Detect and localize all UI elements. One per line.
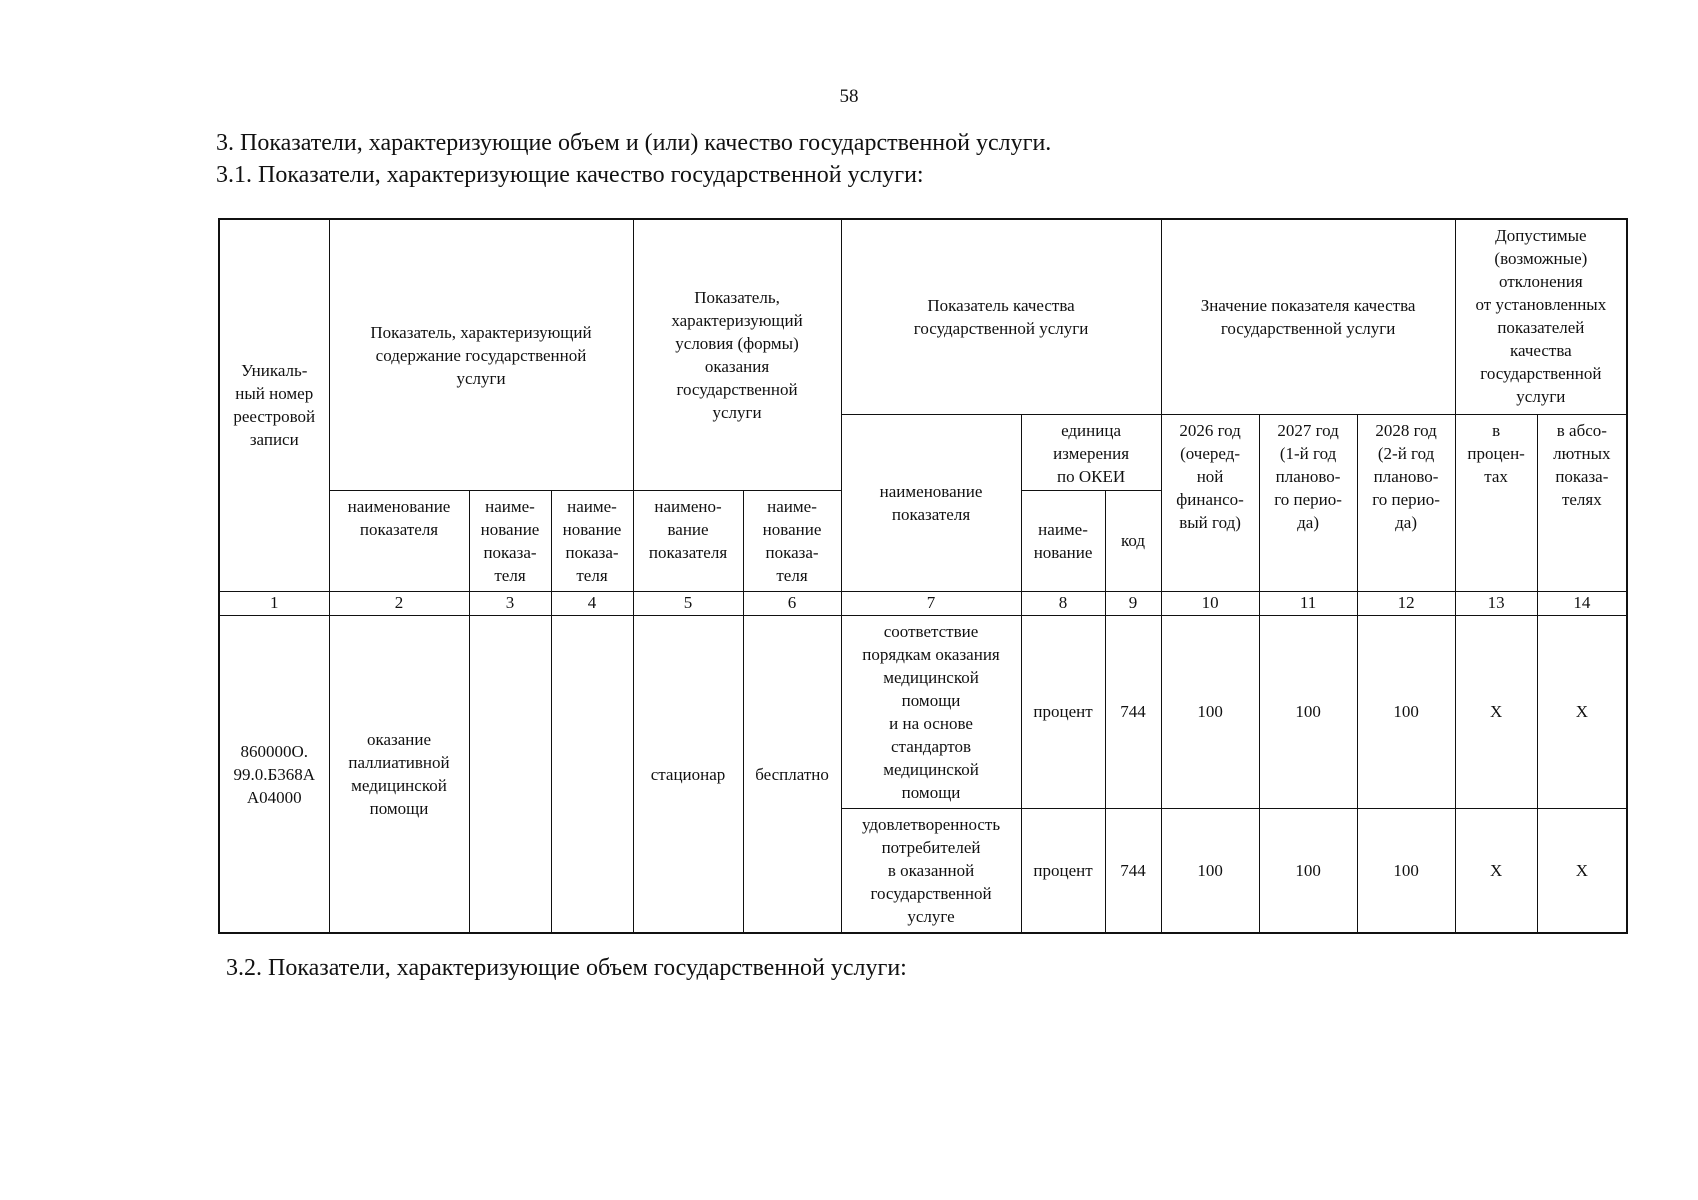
column-number: 8 [1021,591,1105,616]
column-number: 13 [1455,591,1537,616]
column-number: 7 [841,591,1021,616]
indicator-code: 744 [1105,808,1161,933]
indicator-value-2027: 100 [1259,808,1357,933]
record-unique-number: 860000О. 99.0.Б368А А04000 [219,616,329,933]
column-number: 4 [551,591,633,616]
indicator-name: соответствие порядкам оказания медицинской помощи и на основе стандартов медицинской помощи [841,616,1021,808]
header-content-name-3: наиме- нование показа- теля [551,491,633,591]
header-condition-name-2: наиме- нование показа- теля [743,491,841,591]
section-heading-3-2: 3.2. Показатели, характеризующие объем государственной услуги: [226,955,907,981]
record-content-name: оказание паллиативной медицинской помощи [329,616,469,933]
header-unique-number: Уникаль- ный номер реестровой записи [219,219,329,591]
column-number: 9 [1105,591,1161,616]
column-number: 3 [469,591,551,616]
column-number: 1 [219,591,329,616]
column-number: 11 [1259,591,1357,616]
page-number: 58 [839,86,859,107]
header-condition-name-1: наимено- вание показателя [633,491,743,591]
header-deviation-absolute: в абсо- лютных показа- телях [1537,414,1627,591]
indicator-name: удовлетворенность потребителей в оказанной государственной услуге [841,808,1021,933]
section-heading-3-1: 3.1. Показатели, характеризующие качество государственной услуги: [216,162,924,188]
indicator-value-2026: 100 [1161,808,1259,933]
header-unit-code: код [1105,491,1161,591]
header-indicator-name: наименование показателя [841,414,1021,591]
header-year-2028: 2028 год (2-й год планово- го перио- да) [1357,414,1455,591]
header-content-name-2: наиме- нование показа- теля [469,491,551,591]
indicator-deviation-percent: Х [1455,808,1537,933]
header-year-2026: 2026 год (очеред- ной финансо- вый год) [1161,414,1259,591]
indicator-deviation-absolute: Х [1537,616,1627,808]
indicator-unit: процент [1021,616,1105,808]
header-unit-name: наиме- нование [1021,491,1105,591]
indicator-deviation-absolute: Х [1537,808,1627,933]
header-deviation-group: Допустимые (возможные) отклонения от установленных показателей качества государственной услуги [1455,219,1627,414]
record-condition-name: стационар [633,616,743,933]
indicator-code: 744 [1105,616,1161,808]
header-content-group: Показатель, характеризующий содержание государственной услуги [329,219,633,491]
record-col3 [469,616,551,933]
section-heading-3: 3. Показатели, характеризующие объем и (или) качество государственной услуги. [216,130,1052,156]
column-number: 6 [743,591,841,616]
header-value-group: Значение показателя качества государственной услуги [1161,219,1455,414]
column-number: 12 [1357,591,1455,616]
column-number: 5 [633,591,743,616]
header-conditions-group: Показатель, характеризующий условия (формы) оказания государственной услуги [633,219,841,491]
header-deviation-percent: в процен- тах [1455,414,1537,591]
column-number: 10 [1161,591,1259,616]
record-col4 [551,616,633,933]
column-number: 2 [329,591,469,616]
indicator-value-2027: 100 [1259,616,1357,808]
header-year-2027: 2027 год (1-й год планово- го перио- да) [1259,414,1357,591]
indicator-deviation-percent: Х [1455,616,1537,808]
header-quality-group: Показатель качества государственной услуги [841,219,1161,414]
header-content-name-1: наименование показателя [329,491,469,591]
indicator-value-2028: 100 [1357,616,1455,808]
column-number: 14 [1537,591,1627,616]
indicator-value-2026: 100 [1161,616,1259,808]
quality-indicators-table [218,218,1628,934]
indicator-value-2028: 100 [1357,808,1455,933]
header-unit-group: единица измерения по ОКЕИ [1021,414,1161,491]
indicator-unit: процент [1021,808,1105,933]
record-condition-name-2: бесплатно [743,616,841,933]
